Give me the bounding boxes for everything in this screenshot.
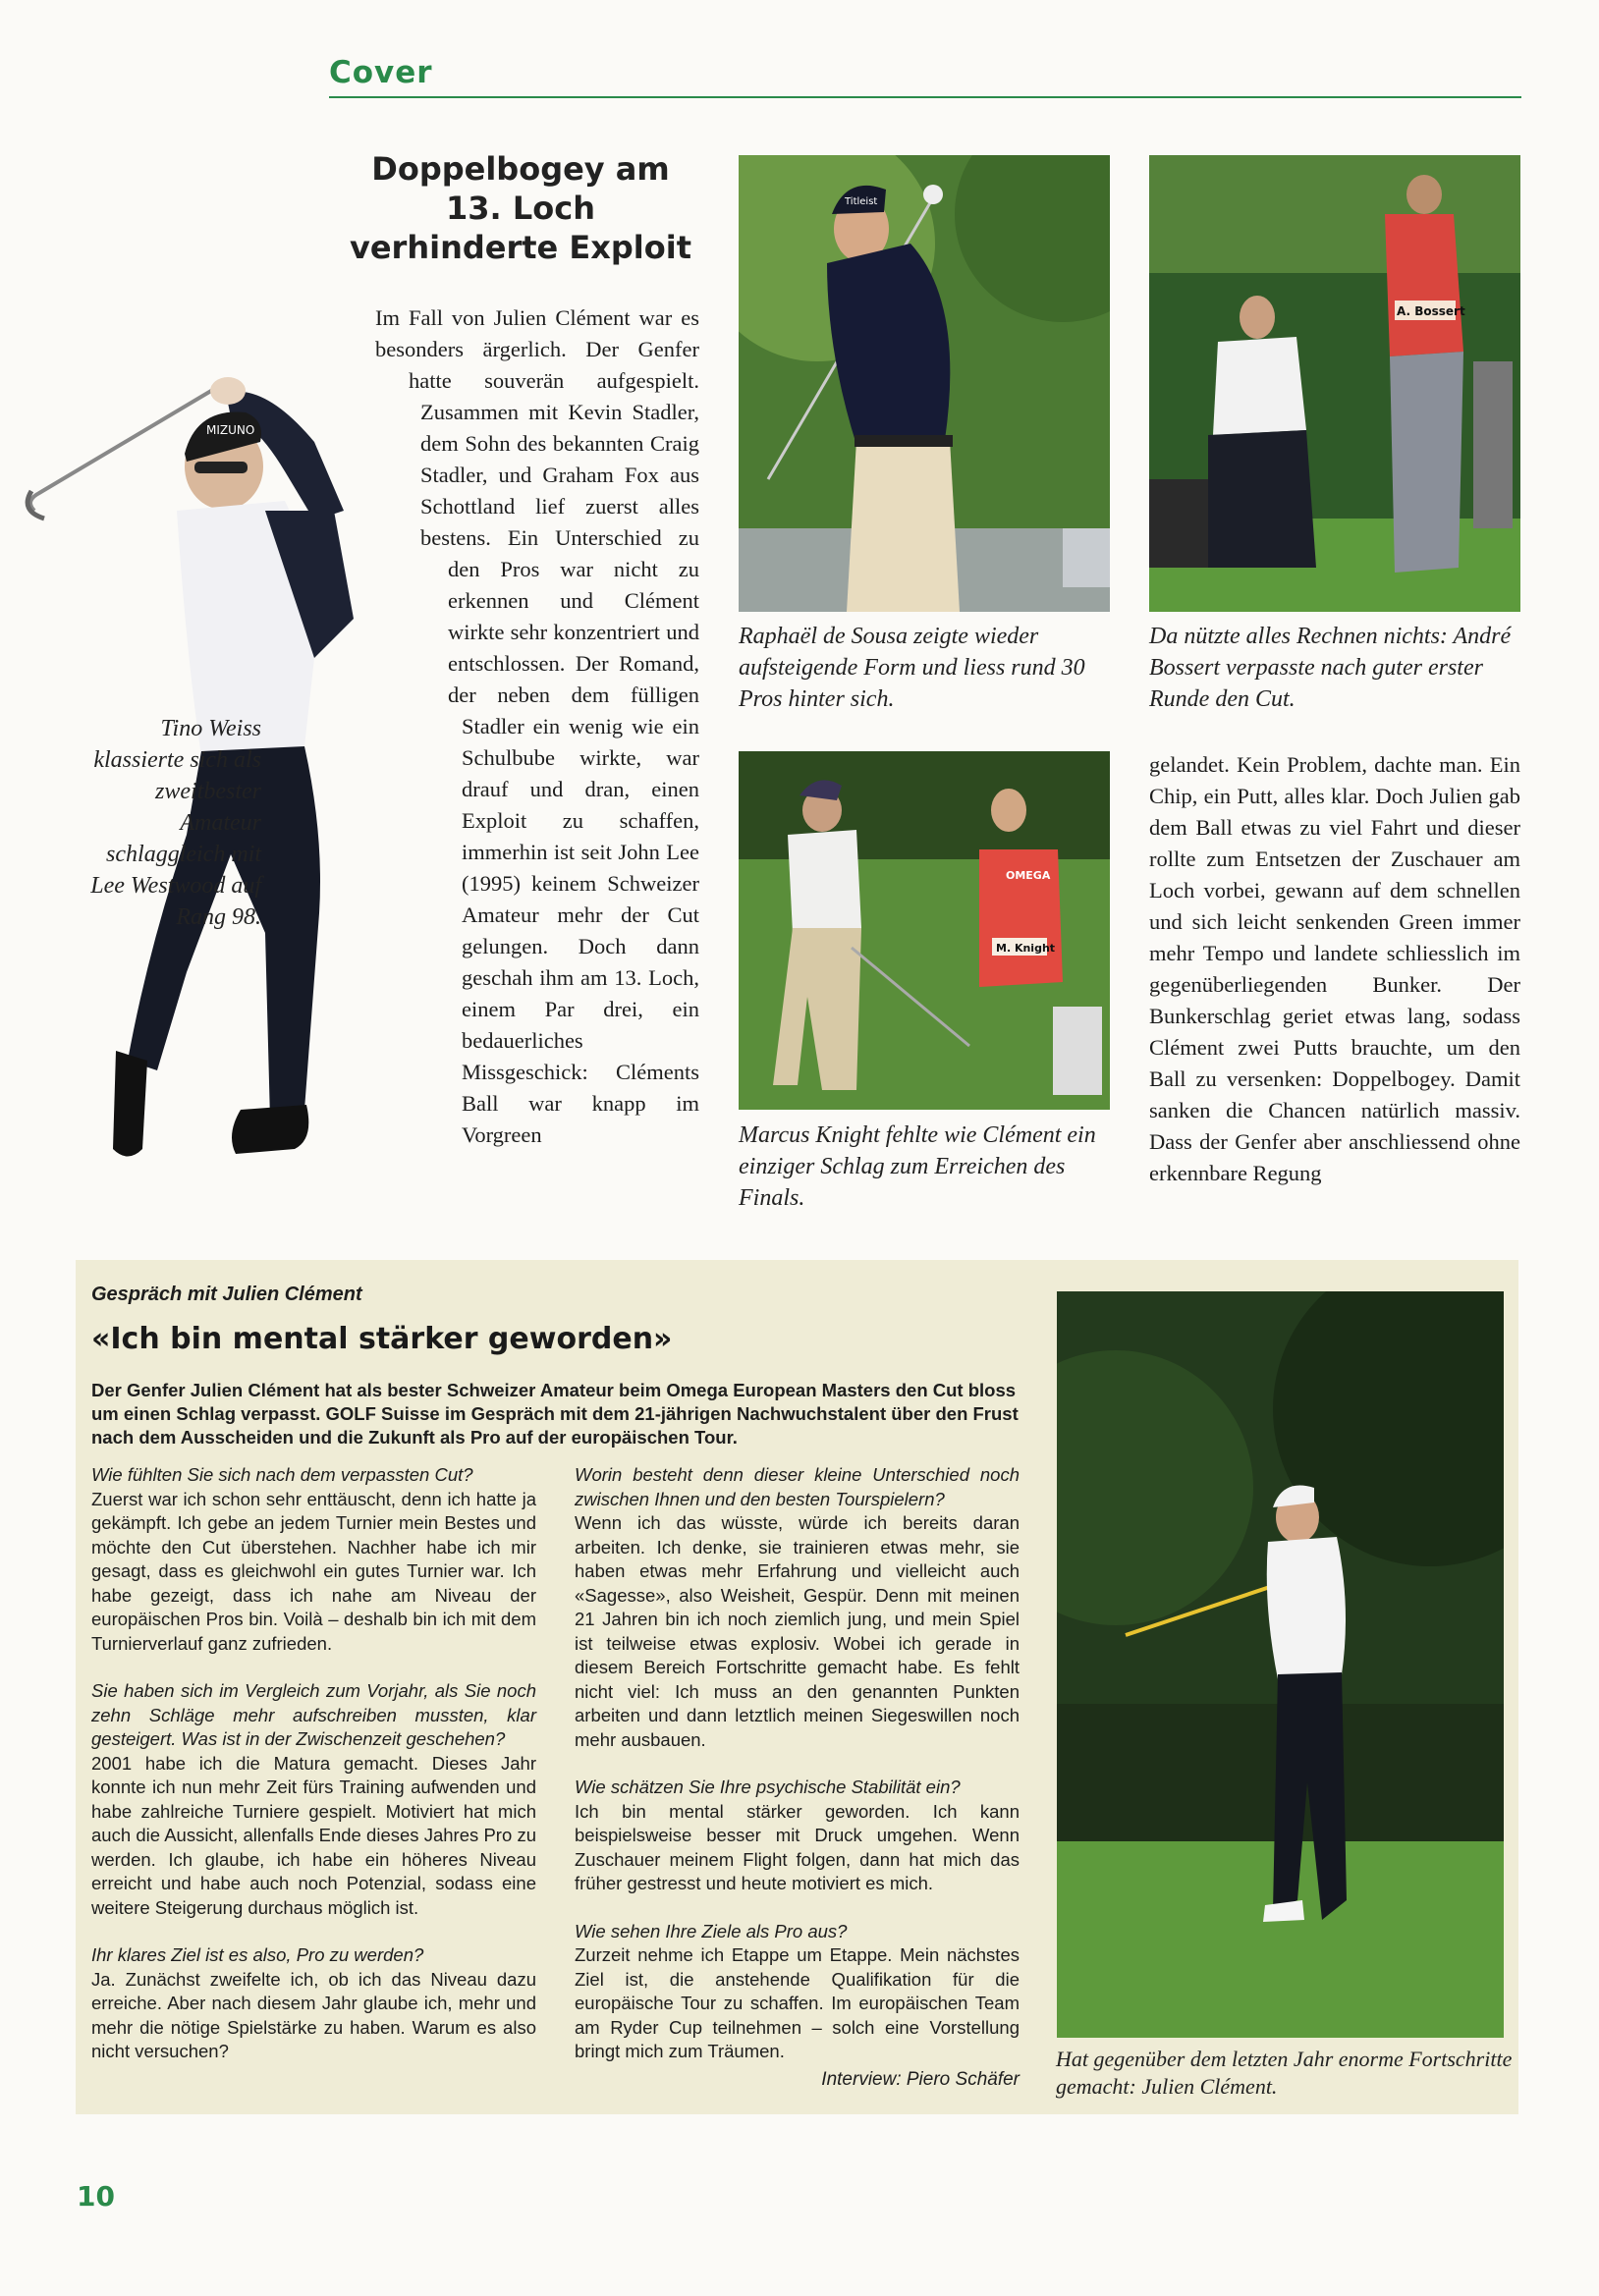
omega-logo: OMEGA	[1006, 869, 1051, 882]
interview-question: Worin besteht denn dieser kleine Unterschied noch zwischen Ihnen und den besten Tourspielern?	[575, 1464, 1020, 1509]
interview-column-left	[91, 1463, 536, 2088]
section-label: Cover	[329, 55, 433, 90]
photo-marcus-knight	[739, 751, 1110, 1110]
bib-bossert: A. Bossert	[1397, 304, 1465, 318]
article-headline: Doppelbogey am 13. Loch verhinderte Exploit	[349, 150, 692, 266]
article-column-2	[1149, 749, 1520, 1189]
interview-signature: Interview: Piero Schäfer	[821, 2068, 1020, 2090]
interview-answer: Zurzeit nehme ich Etappe um Etappe. Mein nächstes Ziel ist, die anstehende Qualifikation für die europäische Tour zu schaffen. Im europäischen Team am Ryder Cup teilnehmen – solch eine Vorstellung bringt mich zum Träumen.	[575, 1944, 1020, 2061]
caption-tino-weiss: Tino Weiss klassierte sich als zweitbester Amateur schlaggleich mit Lee Westwood auf Rang 98.	[90, 716, 261, 930]
interview-question: Ihr klares Ziel ist es also, Pro zu werden?	[91, 1944, 424, 1965]
text-wrap-spacer	[324, 397, 420, 554]
header-rule	[329, 96, 1521, 98]
interview-answer: Wenn ich das wüsste, würde ich bereits daran arbeiten. Ich denke, sie trainieren etwas mehr, sie haben etwas mehr Erfahrung und vielleicht auch «Sagesse», also Weisheit, Gespür. Denn mit meinen 21 Jahren bin ich noch ziemlich jung, und mein Spiel ist teilweise etwas explosiv. Wobei ich gerade in diesem Bereich Fortschritte gemacht habe. Es fehlt nicht viel: Ich muss an den genannten Punkten arbeiten und dann letztlich meinen Siegeswillen noch mehr ausbauen.	[575, 1512, 1020, 1750]
caption-julien-clement: Hat gegenüber dem letzten Jahr enorme Fortschritte gemacht: Julien Clément.	[1056, 2047, 1513, 2099]
text-wrap-spacer	[324, 365, 409, 397]
interview-answer: 2001 habe ich die Matura gemacht. Dieses Jahr konnte ich nun mehr Zeit fürs Training aufwenden und habe zahlreiche Turniere gespielt. Motiviert hat mich auch die Aussicht, allenfalls Ende dieses Jahres Pro zu werden. Ich glaube, ich habe ein höheres Niveau erreicht und habe auch noch Potenzial, sodass eine weitere Steigerung durchaus möglich ist.	[91, 1752, 536, 1918]
cap-logo: Titleist	[845, 196, 878, 207]
article-column-1	[324, 302, 699, 1221]
interview-kicker: Gespräch mit Julien Clément	[91, 1284, 362, 1305]
photo-andre-bossert	[1149, 155, 1520, 612]
interview-column-right	[575, 1463, 1020, 2092]
text-wrap-spacer	[324, 711, 462, 1222]
text-wrap-spacer	[324, 554, 448, 711]
interview-title: «Ich bin mental stärker geworden»	[91, 1322, 673, 1356]
article-text-col2: gelandet. Kein Problem, dachte man. Ein Chip, ein Putt, alles klar. Doch Julien gab dem Ball etwas zu viel Fahrt und dieser rollte zum Entsetzen der Zuschauer am Loch vorbei, gewann auf dem schnellen und sich leicht senkenden Green immer mehr Tempo und landete schliesslich im gegenüberliegenden Bunker. Der Bunkerschlag geriet etwas lang, sodass Clément zwei Putts brauchte, um den Ball zu versenken: Doppelbogey. Damit sanken die Chancen natürlich massiv. Dass der Genfer aber anschliessend ohne erkennbare Regung	[1149, 752, 1520, 1185]
interview-answer: Ich bin mental stärker geworden. Ich kann beispielsweise besser mit Druck umgehen. Wenn Zuschauer meinem Flight folgen, dann hat mich das früher gestresst und heute motiviert es mich.	[575, 1800, 1020, 1893]
caption-knight: Marcus Knight fehlte wie Clément ein einziger Schlag zum Erreichen des Finals.	[739, 1122, 1096, 1211]
photo-raphael-de-sousa	[739, 155, 1110, 612]
page-number: 10	[77, 2180, 115, 2213]
caption-raphael: Raphaël de Sousa zeigte wieder aufsteigende Form und liess rund 30 Pros hinter sich.	[739, 624, 1085, 712]
interview-lead: Der Genfer Julien Clément hat als bester Schweizer Amateur beim Omega European Masters den Cut bloss um einen Schlag verpasst. GOLF Suisse im Gespräch mit dem 21-jährigen Nachwuchstalent über den Frust nach dem Ausscheiden und die Zukunft als Pro auf der europäischen Tour.	[91, 1380, 1019, 1448]
interview-question: Wie fühlten Sie sich nach dem verpassten Cut?	[91, 1464, 473, 1485]
article-text-col1: Im Fall von Julien Clément war es besonders ärgerlich. Der Genfer hatte souverän aufgespielt. Zusammen mit Kevin Stadler, dem Sohn des bekannten Craig Stadler, und Graham Fox aus Schottland lief zuerst alles bestens. Ein Unterschied zu den Pros war nicht zu erkennen und Clément wirkte sehr konzentriert und entschlossen. Der Romand, der neben dem fülligen Stadler ein wenig wie ein Schulbube wirkte, war drauf und dran, einen Exploit zu schaffen, immerhin ist seit John Lee (1995) keinem Schweizer Amateur mehr der Cut gelungen. Doch dann geschah ihm am 13. Loch, einem Par drei, ein bedauerliches Missgeschick: Cléments Ball war knapp im Vorgreen	[375, 305, 699, 1147]
interview-question: Wie sehen Ihre Ziele als Pro aus?	[575, 1920, 848, 1941]
interview-question: Wie schätzen Sie Ihre psychische Stabilität ein?	[575, 1777, 961, 1797]
caption-bossert: Da nützte alles Rechnen nichts: André Bossert verpasste nach guter erster Runde den Cut.	[1149, 624, 1512, 712]
bib-knight: M. Knight	[996, 942, 1056, 955]
photo-julien-clement	[1057, 1291, 1504, 2038]
interview-question: Sie haben sich im Vergleich zum Vorjahr, als Sie noch zehn Schläge mehr aufschreiben mussten, klar gesteigert. Was ist in der Zwischenzeit geschehen?	[91, 1680, 536, 1749]
text-wrap-spacer	[324, 302, 375, 365]
interview-answer: Zuerst war ich schon sehr enttäuscht, denn ich hatte ja gekämpft. Ich gebe an jedem Turnier mein Bestes und möchte den Cut überstehen. Nachher habe ich mir gesagt, dass es gleichwohl ein gutes Turnier war. Ich habe gezeigt, dass ich nahe am Niveau der europäischen Pros bin. Voilà – deshalb bin ich mit dem Turnierverlauf ganz zufrieden.	[91, 1488, 536, 1654]
visor-logo: MIZUNO	[206, 423, 255, 437]
interview-answer: Ja. Zunächst zweifelte ich, ob ich das Niveau dazu erreiche. Aber nach diesem Jahr glaube ich, mehr und mehr die nötige Spielstärke zu haben. Warum es also nicht versuchen?	[91, 1968, 536, 2061]
